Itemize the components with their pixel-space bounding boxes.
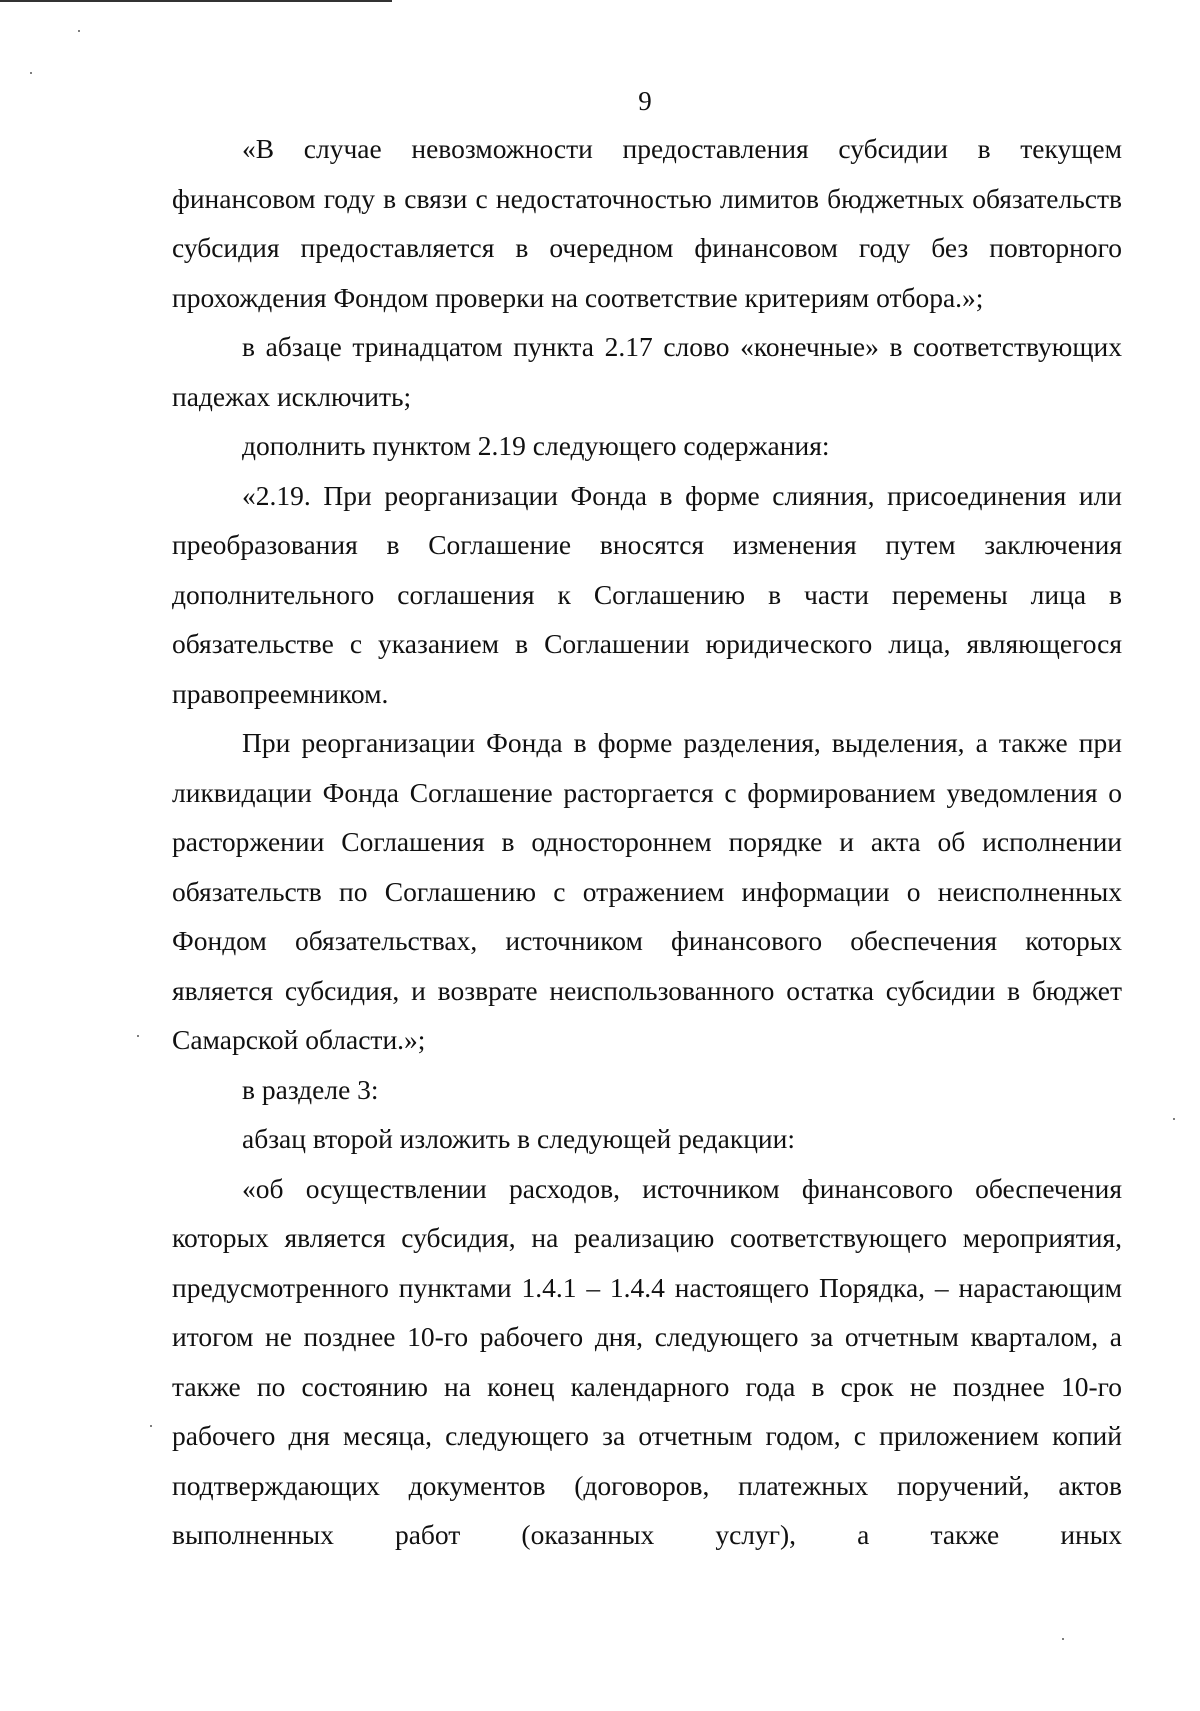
scan-speck [78, 30, 80, 32]
paragraph-8: «об осуществлении расходов, источником финансового обеспечения которых является субсидия, на реализацию соответствующего мероприятия, предусмотренного пунктами 1.4.1 – 1.4.4 настоящего Порядка, – нарастающим итогом не позднее 10-го рабочего дня, следующего за отчетным кварталом, а также по состоянию на конец календарного года в срок не позднее 10-го рабочего дня месяца, следующего за отчетным годом, с приложением копий подтверждающих документов (договоров, платежных поручений, актов выполненных работ (оказанных услуг), а также иных [172, 1172, 1122, 1550]
paragraph-4: «2.19. При реорганизации Фонда в форме слияния, присоединения или преобразования в Соглашение вносятся изменения путем заключения дополнительного соглашения к Соглашению в части перемены лица в обязательстве с указанием в Соглашении юридического лица, являющегося правопреемником. [172, 479, 1122, 709]
page-number: 9 [638, 86, 652, 116]
scan-speck [30, 72, 32, 74]
scan-speck [150, 1425, 152, 1427]
paragraph-3: дополнить пунктом 2.19 следующего содержания: [242, 430, 830, 461]
scan-speck [1173, 1118, 1175, 1120]
scan-speck [137, 1035, 139, 1037]
scan-speck [1062, 1638, 1064, 1640]
paragraph-2: в абзаце тринадцатом пункта 2.17 слово «конечные» в соответствующих падежах исключить; [172, 331, 1122, 412]
paragraph-7: абзац второй изложить в следующей редакции: [242, 1123, 796, 1154]
scan-edge-line [0, 0, 392, 2]
paragraph-5: При реорганизации Фонда в форме разделения, выделения, а также при ликвидации Фонда Соглашение расторгается с формированием уведомления о расторжении Соглашения в одностороннем порядке и акта об исполнении обязательств по Соглашению с отражением информации о неисполненных Фондом обязательствах, источником финансового обеспечения которых является субсидия, и возврате неиспользованного остатка субсидии в бюджет Самарской области.»; [172, 727, 1122, 1055]
document-body [172, 124, 1122, 1560]
paragraph-6: в разделе 3: [242, 1073, 379, 1105]
paragraph-1: «В случае невозможности предоставления субсидии в текущем финансовом году в связи с недостаточностью лимитов бюджетных обязательств субсидия предоставляется в очередном финансовом году без повторного прохождения Фондом проверки на соответствие критериям отбора.»; [172, 133, 1122, 313]
